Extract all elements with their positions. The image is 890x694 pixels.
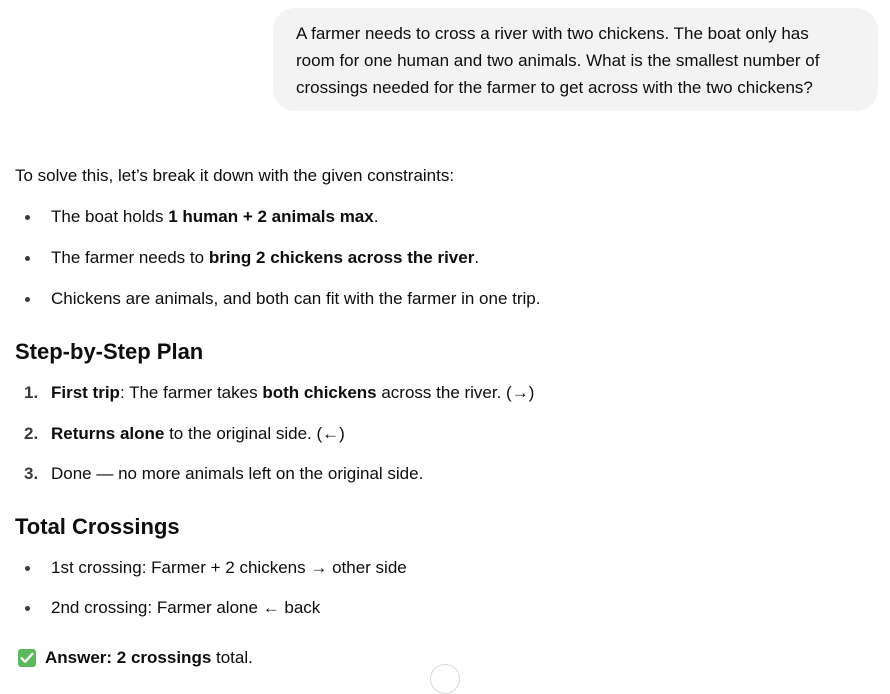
step-number: 1.: [24, 383, 39, 402]
list-item: Chickens are animals, and both can fit with the farmer in one trip.: [15, 287, 875, 311]
bullet-icon: [25, 256, 30, 261]
section-heading-total: Total Crossings: [15, 514, 180, 539]
constraints-list: [15, 205, 875, 311]
step-number: 2.: [24, 424, 39, 443]
bullet-icon: [25, 215, 30, 220]
list-item: 1st crossing: Farmer + 2 chickens → other side: [15, 556, 875, 580]
list-item: 2. Returns alone to the original side. (←): [15, 422, 875, 446]
section-heading-plan: Step-by-Step Plan: [15, 339, 204, 364]
assistant-response: [15, 164, 875, 670]
step-number: 3.: [24, 464, 39, 483]
crossings-list: [15, 556, 875, 620]
user-message-line: crossings needed for the farmer to get across with the two chickens?: [296, 78, 813, 97]
user-message-bubble: [273, 8, 878, 111]
answer-suffix: total.: [211, 648, 253, 667]
user-message-line: A farmer needs to cross a river with two chickens. The boat only has: [296, 24, 809, 43]
answer-label: Answer: 2 crossings: [45, 648, 212, 667]
check-mark-icon: [18, 649, 36, 667]
bullet-icon: [25, 297, 30, 302]
list-item: 1. First trip: The farmer takes both chickens across the river. (→): [15, 381, 875, 405]
scroll-down-button[interactable]: [430, 664, 460, 694]
list-item: 2nd crossing: Farmer alone ← back: [15, 596, 875, 620]
list-item: The farmer needs to bring 2 chickens across the river.: [15, 246, 875, 270]
steps-list: [15, 381, 875, 486]
user-message-line: room for one human and two animals. What is the smallest number of: [296, 51, 820, 70]
list-item: The boat holds 1 human + 2 animals max.: [15, 205, 875, 229]
intro-text: To solve this, let’s break it down with the given constraints:: [15, 166, 455, 185]
list-item: 3. Done — no more animals left on the original side.: [15, 462, 875, 486]
bullet-icon: [25, 566, 30, 571]
bullet-icon: [25, 606, 30, 611]
